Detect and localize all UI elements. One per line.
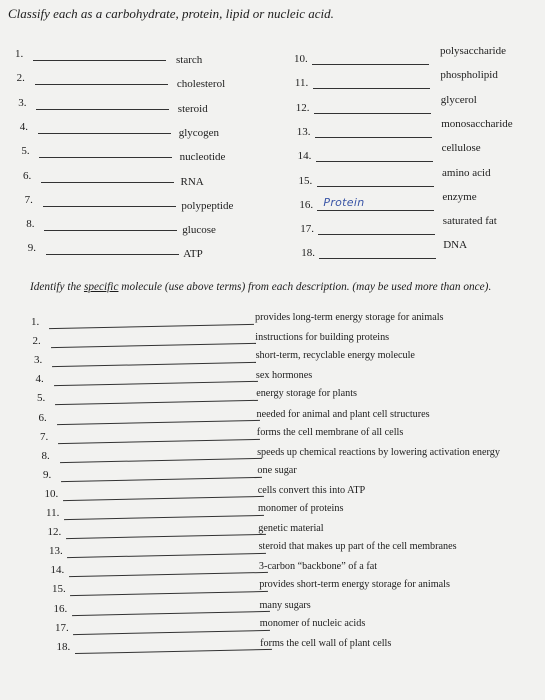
term-label: saturated fat <box>442 215 497 228</box>
answer-blank[interactable] <box>67 553 266 558</box>
answer-blank[interactable] <box>317 210 434 211</box>
instructions-rest: molecule (use above terms) from each description. (may be used more than once). <box>118 281 492 293</box>
description-text: genetic material <box>258 523 324 535</box>
question-number: 4. <box>35 373 44 386</box>
description-text: one sugar <box>257 464 297 476</box>
answer-blank[interactable] <box>60 458 261 463</box>
instructions-lead: Identify the <box>30 281 84 293</box>
question-number: 13. <box>296 125 311 138</box>
term-label: glycerol <box>440 93 477 106</box>
answer-blank[interactable] <box>51 343 255 348</box>
question-number: 18. <box>56 640 71 653</box>
answer-blank[interactable] <box>39 157 172 158</box>
instructions <box>30 281 491 293</box>
description-text: speeds up chemical reactions by lowering activation energy <box>257 446 500 458</box>
answer-blank[interactable] <box>315 137 432 138</box>
instructions-underlined: specific <box>83 281 119 293</box>
term-label: ATP <box>183 248 203 261</box>
question-number: 8. <box>41 449 50 462</box>
question-number: 13. <box>49 545 63 558</box>
term-label: phospholipid <box>440 69 498 82</box>
question-number: 17. <box>55 621 69 634</box>
term-label: amino acid <box>442 166 491 179</box>
answer-blank[interactable] <box>33 60 166 61</box>
term-label: glycogen <box>178 126 220 139</box>
question-number: 6. <box>38 411 47 424</box>
question-number: 9. <box>43 468 52 481</box>
answer-blank[interactable] <box>316 161 433 162</box>
question-number: 5. <box>37 392 46 405</box>
answer-blank[interactable] <box>36 109 169 110</box>
answer-blank[interactable] <box>43 206 176 207</box>
description-text: monomer of nucleic acids <box>259 617 366 629</box>
answer-blank[interactable] <box>312 64 429 65</box>
description-text: needed for animal and plant cell structures <box>256 408 430 420</box>
question-number: 3. <box>34 354 43 367</box>
description-text: steroid that makes up part of the cell membranes <box>258 541 457 553</box>
answer-blank[interactable] <box>46 254 179 255</box>
term-label: steroid <box>177 102 208 115</box>
description-text: many sugars <box>259 599 311 611</box>
question-number: 7. <box>40 430 49 443</box>
question-number: 3. <box>18 96 27 109</box>
question-number: 1. <box>31 316 40 328</box>
question-number: 8. <box>26 218 35 231</box>
term-label: glucose <box>182 224 216 237</box>
answer-blank[interactable] <box>73 630 270 635</box>
question-number: 15. <box>52 583 66 596</box>
question-number: 2. <box>16 72 25 85</box>
answer-blank[interactable] <box>58 438 260 443</box>
answer-blank[interactable] <box>57 419 259 424</box>
answer-blank[interactable] <box>63 496 263 501</box>
term-label: starch <box>176 54 203 66</box>
term-label: cellulose <box>441 142 481 155</box>
handwritten-answer: Protein <box>323 195 365 209</box>
question-number: 9. <box>27 242 37 255</box>
question-number: 10. <box>44 487 59 500</box>
question-number: 6. <box>23 169 32 182</box>
answer-blank[interactable] <box>41 182 174 183</box>
description-text: forms the cell wall of plant cells <box>260 637 392 649</box>
description-text: sex hormones <box>255 370 313 382</box>
question-number: 12. <box>295 101 310 114</box>
question-number: 11. <box>294 77 309 90</box>
term-label: polysaccharide <box>440 45 506 57</box>
description-text: provides long-term energy storage for animals <box>255 312 444 323</box>
description-text: 3-carbon “backbone” of a fat <box>258 561 378 573</box>
question-number: 11. <box>46 507 60 519</box>
worksheet-title: Classify each as a carbohydrate, protein, lipid or nucleic acid. <box>8 6 334 21</box>
question-number: 15. <box>298 174 313 187</box>
answer-blank[interactable] <box>55 400 258 405</box>
answer-blank[interactable] <box>54 381 257 386</box>
description-text: energy storage for plants <box>256 388 357 400</box>
term-label: enzyme <box>442 190 477 203</box>
term-label: monosaccharide <box>441 117 513 130</box>
question-number: 18. <box>301 247 315 260</box>
term-label: DNA <box>443 239 468 252</box>
answer-blank[interactable] <box>72 610 269 615</box>
question-number: 16. <box>53 602 68 615</box>
question-number: 5. <box>21 145 30 158</box>
answer-blank[interactable] <box>38 133 171 134</box>
answer-blank[interactable] <box>69 572 267 577</box>
question-number: 17. <box>300 223 315 236</box>
answer-blank[interactable] <box>319 258 436 259</box>
description-text: provides short-term energy storage for animals <box>259 579 450 591</box>
description-text: short-term, recyclable energy molecule <box>255 350 415 362</box>
question-number: 7. <box>24 193 33 206</box>
question-number: 14. <box>297 150 312 163</box>
question-number: 12. <box>47 526 62 539</box>
answer-blank[interactable] <box>35 84 168 85</box>
answer-blank[interactable] <box>75 649 271 654</box>
answer-blank[interactable] <box>52 362 256 367</box>
description-text: instructions for building proteins <box>255 332 390 344</box>
answer-blank[interactable] <box>313 88 430 89</box>
answer-blank[interactable] <box>44 230 177 231</box>
answer-blank[interactable] <box>318 234 435 235</box>
description-text: forms the cell membrane of all cells <box>256 426 404 438</box>
answer-blank[interactable] <box>64 515 264 520</box>
answer-blank[interactable] <box>61 477 262 482</box>
answer-blank[interactable] <box>49 324 254 329</box>
question-number: 16. <box>299 198 314 211</box>
question-number: 2. <box>32 335 41 348</box>
answer-blank[interactable] <box>317 186 434 187</box>
question-number: 14. <box>50 564 65 577</box>
description-text: monomer of proteins <box>258 503 344 514</box>
term-label: cholesterol <box>176 78 226 91</box>
answer-blank[interactable] <box>314 113 431 114</box>
description-text: cells convert this into ATP <box>257 484 366 496</box>
question-number: 4. <box>19 120 29 133</box>
term-label: nucleotide <box>179 151 226 164</box>
term-label: RNA <box>180 175 204 188</box>
term-label: polypeptide <box>181 199 234 212</box>
question-number: 10. <box>294 53 308 65</box>
answer-blank[interactable] <box>66 534 265 539</box>
answer-blank[interactable] <box>70 591 268 596</box>
question-number: 1. <box>15 48 24 60</box>
